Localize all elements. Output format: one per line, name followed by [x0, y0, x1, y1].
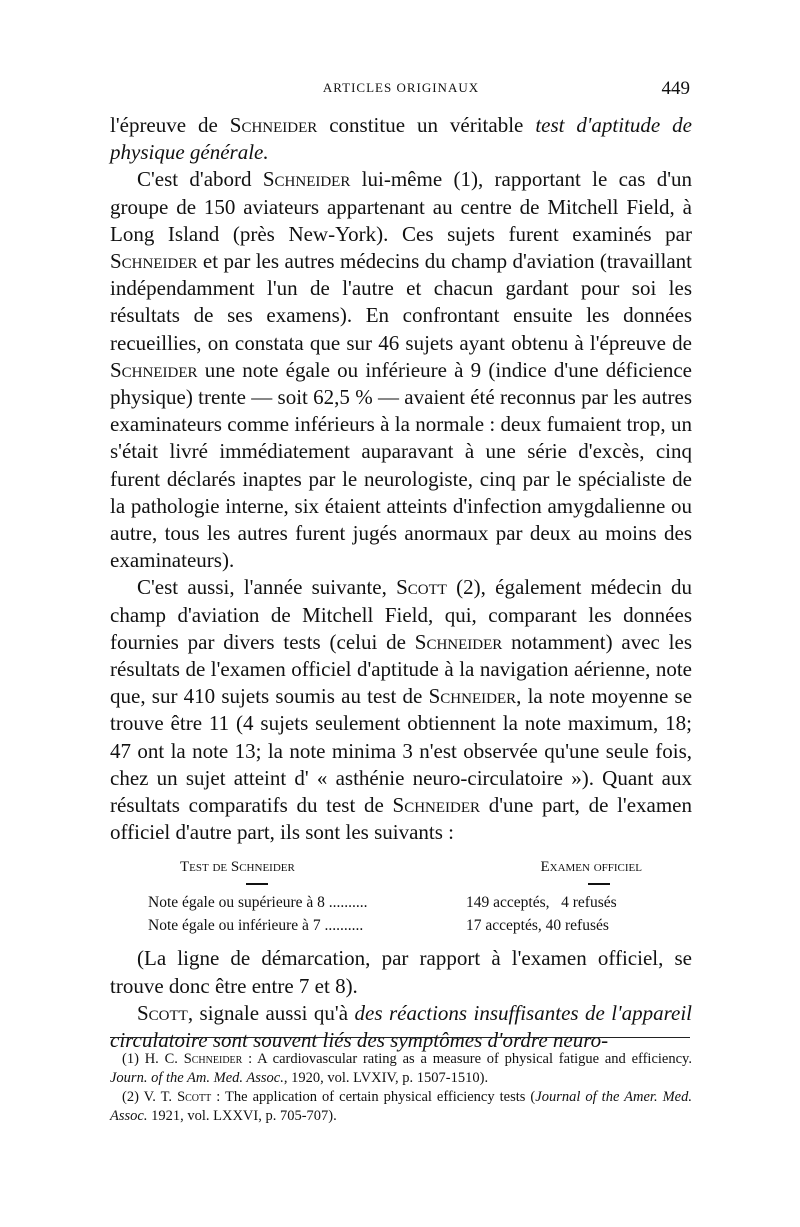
- author-name: Schneider: [414, 629, 503, 654]
- text-run: notamment) avec les résultats de l'examen officiel d'aptitude à la navigation aérienne, note que, sur 410 sujets soumis au test de: [110, 629, 692, 709]
- author-name: Schneider: [428, 684, 517, 709]
- footnotes: [110, 1050, 692, 1126]
- footnote-1: [110, 1050, 692, 1088]
- text-run: une note égale ou inférieure à 9 (indice d'une déficience physique) trente — soit 62,5 % — avaient été reconnus par les autres examinateurs comme inférieurs à la normale : deux fumaient trop, un s'était livré immédiatement auparavant à une série d'excès, cinq furent déclarés inaptes par le neurologiste, cinq par le spécialiste de la pathologie interne, six étaient atteints d'infection amygdalienne ou autre, tous les autres furent jugés anormaux par deux au moins des examinateurs).: [110, 357, 692, 573]
- table-header-dashes: [110, 879, 692, 889]
- text-run: : The application of certain physical efficiency tests (: [211, 1089, 536, 1105]
- text-run: : A cardiovascular rating as a measure of physical fatigue and efficiency.: [242, 1051, 692, 1067]
- table-row-label: Note égale ou supérieure à 8 ..........: [148, 894, 368, 912]
- text-run: (2), également médecin du champ d'aviation de Mitchell Field, qui, comparant les données fournies par divers tests (celui de: [110, 575, 692, 654]
- paragraph-1: [110, 112, 692, 166]
- table-row: [110, 891, 692, 914]
- author-name: Schneider: [183, 1051, 243, 1067]
- text-run: l'épreuve de: [110, 113, 230, 137]
- journal-title: Journ. of the Am. Med. Assoc.: [110, 1070, 284, 1086]
- text-run: (La ligne de démarcation, par rapport à l'examen officiel, se trouve donc être entre 7 et 8).: [110, 946, 692, 998]
- text-run: , la note moyenne se trouve être 11 (4 sujets seulement obtiennent la note maximum, 18; 47 ont la note 13; la note minima 3 n'est observée qu'une seule fois, chez un sujet atteint d' « asthénie neuro-circulatoire »). Quant aux résultats comparatifs du test de: [110, 684, 693, 818]
- table-row-label: Note égale ou inférieure à 7 ..........: [148, 917, 364, 935]
- paragraph-2: [110, 166, 692, 574]
- italic-run: test d'aptitude de physique générale.: [110, 113, 692, 165]
- table-row: [110, 914, 692, 937]
- dash-divider: [246, 883, 268, 889]
- footnote-2: [110, 1088, 692, 1126]
- text-run: , 1920, vol. LVXIV, p. 1507-1510).: [283, 1070, 489, 1086]
- author-name: Scott: [137, 1000, 188, 1025]
- author-name: Schneider: [229, 113, 318, 137]
- table-row-result: 17 acceptés, 40 refusés: [466, 917, 609, 935]
- author-name: Schneider: [392, 793, 481, 818]
- text-run: C'est aussi, l'année suivante,: [137, 575, 397, 600]
- author-name: Schneider: [262, 167, 351, 192]
- author-name: Scott: [177, 1089, 212, 1105]
- text-run: (1) H. C.: [122, 1051, 184, 1067]
- paragraph-3: [110, 574, 692, 846]
- table-header: [110, 856, 692, 879]
- text-run: 1921, vol. LXXVI, p. 705-707).: [147, 1108, 337, 1124]
- italic-run: des réactions insuffisantes de l'appareil circulatoire sont souvent liés des symptômes d'ordre neuro-: [110, 1000, 692, 1053]
- journal-title: Journal of the Amer. Med. Assoc.: [110, 1089, 692, 1124]
- paragraph-4: [110, 945, 692, 999]
- footnote-rule: [110, 1037, 690, 1038]
- table-row-result: 149 acceptés, 4 refusés: [466, 894, 617, 912]
- table-header-right: Examen officiel: [540, 859, 642, 876]
- table-header-left: Test de Schneider: [180, 859, 295, 876]
- text-run: et par les autres médecins du champ d'aviation (travaillant indépendamment l'un de l'autre et chacun gardant pour soi les résultats de ses examens). En confrontant ensuite les données recueillies, on constata que sur 46 sujets ayant obtenu à l'épreuve de: [110, 249, 692, 355]
- author-name: Schneider: [110, 357, 198, 382]
- text-run: lui-même (1), rapportant le cas d'un groupe de 150 aviateurs appartenant au centre de Mitchell Field, à Long Island (près New-York). Ces sujets furent examinés par: [110, 167, 692, 246]
- page-header: [110, 78, 692, 100]
- page-number: 449: [661, 78, 690, 99]
- text-run: C'est d'abord: [137, 167, 263, 192]
- text-run: constitue un véritable: [317, 113, 536, 137]
- author-name: Scott: [396, 575, 447, 600]
- text-run: (2) V. T.: [122, 1089, 178, 1105]
- author-name: Schneider: [110, 249, 198, 274]
- dash-divider: [588, 883, 610, 889]
- text-run: , signale aussi qu'à: [187, 1000, 355, 1025]
- results-table: [110, 856, 692, 937]
- running-title: ARTICLES ORIGINAUX: [322, 80, 480, 95]
- main-text: [110, 112, 692, 1054]
- text-run: d'une part, de l'examen officiel d'autre part, ils sont les suivants :: [110, 793, 692, 845]
- paragraph-5: [110, 1000, 692, 1054]
